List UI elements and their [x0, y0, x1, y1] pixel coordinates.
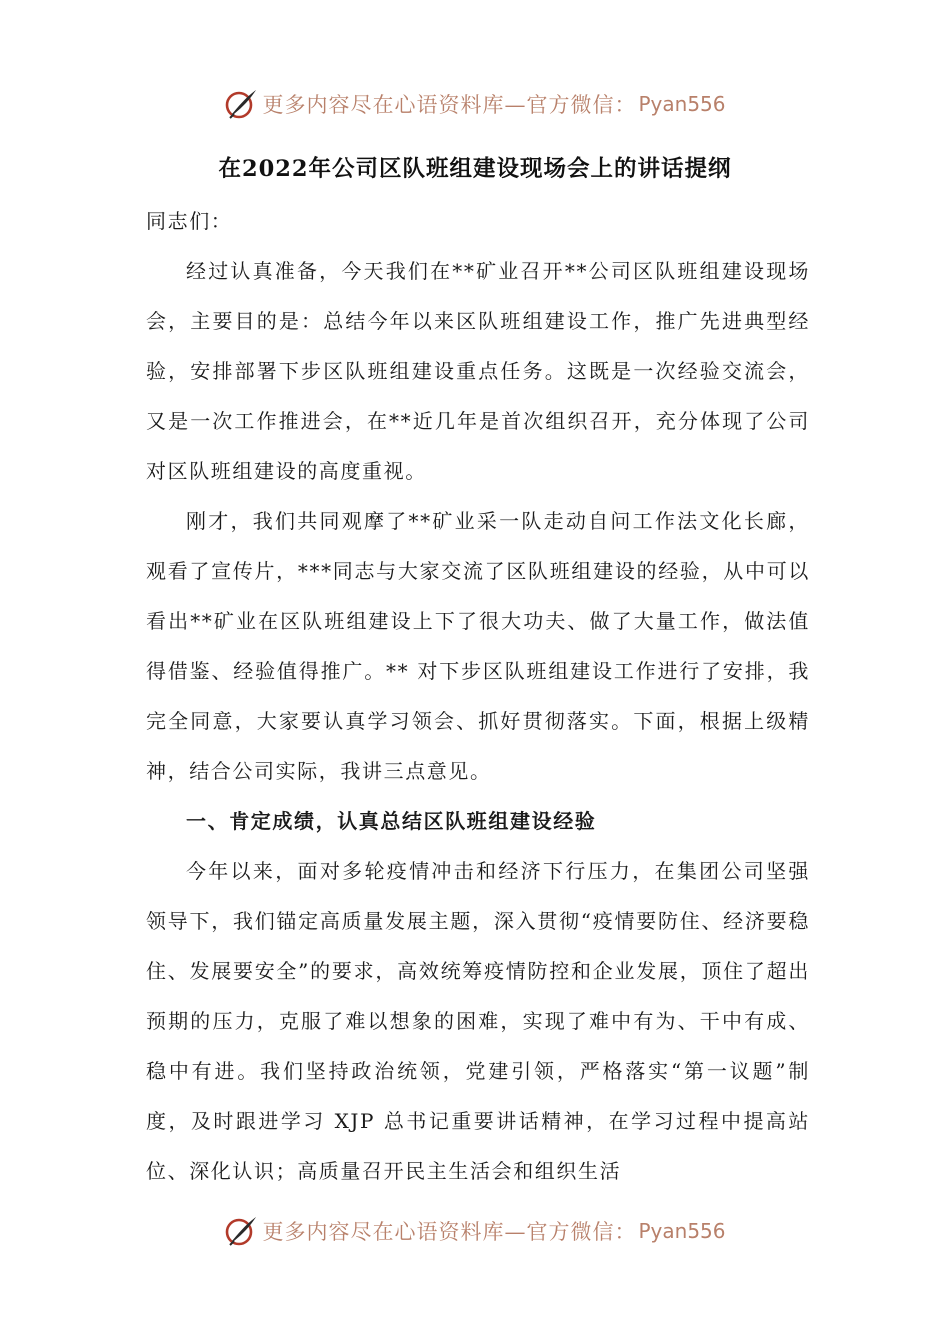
body-paragraph: 刚才，我们共同观摩了**矿业采一队走动自问工作法文化长廊，观看了宣传片，***同志与大家交流了区队班组建设的经验，从中可以看出**矿业在区队班组建设上下了很大功夫、做了大量工作，做法值得借鉴、经验值得推广。** 对下步区队班组建设工作进行了安排，我完全同意，大家要认真学习领会、抓好贯彻落实。下面，根据上级精神，结合公司实际，我讲三点意见。: [146, 509, 810, 783]
watermark-text: 更多内容尽在心语资料库—官方微信：: [262, 1220, 637, 1244]
greeting: 同志们：: [146, 209, 233, 233]
section-paragraph: 今年以来，面对多轮疫情冲击和经济下行压力，在集团公司坚强领导下，我们锚定高质量发展主题，深入贯彻“疫情要防住、经济要稳住、发展要安全”的要求，高效统筹疫情防控和企业发展，顶住了超出预期的压力，克服了难以想象的困难，实现了难中有为、干中有成、稳中有进。我们坚持政治统领，党建引领，严格落实“第一议题”制度，及时跟进学习 XJP 总书记重要讲话精神，在学习过程中提高站位、深化认识；高质量召开民主生活会和组织生活: [146, 859, 810, 1183]
watermark-banner-top: [0, 84, 950, 124]
watermark-handle: Pyan556: [638, 1219, 726, 1243]
watermark-handle: Pyan556: [638, 92, 726, 116]
document-body: [146, 196, 810, 1196]
feather-pen-seal-icon: [224, 87, 258, 121]
section-heading: 一、肯定成绩，认真总结区队班组建设经验: [186, 809, 597, 833]
watermark-banner-bottom: [0, 1211, 950, 1251]
watermark-text: 更多内容尽在心语资料库—官方微信：: [262, 93, 637, 117]
body-paragraph: 经过认真准备，今天我们在**矿业召开**公司区队班组建设现场会，主要目的是：总结今年以来区队班组建设工作，推广先进典型经验，安排部署下步区队班组建设重点任务。这既是一次经验交流会，又是一次工作推进会，在**近几年是首次组织召开，充分体现了公司对区队班组建设的高度重视。: [146, 259, 810, 483]
feather-pen-seal-icon: [224, 1214, 258, 1248]
document-title: 在2022年公司区队班组建设现场会上的讲话提纲: [218, 156, 732, 182]
